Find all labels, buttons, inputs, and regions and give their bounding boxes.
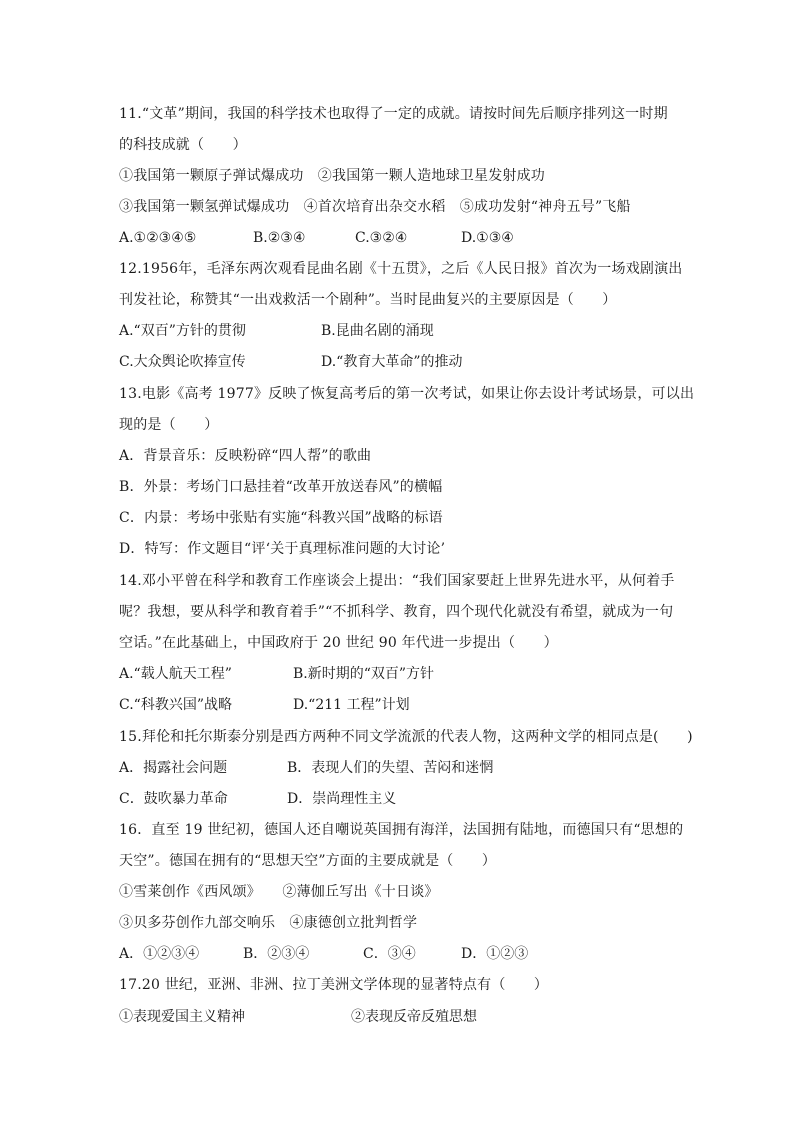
q14-option-c: C.“科教兴国”战略 — [119, 697, 232, 713]
q11-stem-line-2: 的科技成就（ ） — [119, 137, 247, 153]
q13-option-a: A．背景音乐：反映粉碎“四人帮”的歌曲 — [119, 448, 372, 464]
q12-option-c: C.大众舆论吹捧宣传 — [119, 354, 246, 370]
q16-option-a: A．①②③④ — [119, 946, 200, 962]
q16-stem-line-1: 16．直至 19 世纪初，德国人还自嘲说英国拥有海洋，法国拥有陆地，而德国只有“思想的 — [119, 822, 684, 838]
q13-option-c: C．内景：考场中张贴有实施“科教兴国”战略的标语 — [119, 510, 443, 526]
q11-option-c: C.③②④ — [355, 230, 408, 246]
q16-stem-line-2: 天空”。德国在拥有的“思想天空”方面的主要成就是（ ） — [119, 853, 497, 869]
q16-items-line-2: ③贝多芬创作九部交响乐 ④康德创立批判哲学 — [119, 915, 418, 931]
q17-item-1: ①表现爱国主义精神 — [119, 1009, 245, 1025]
q14-option-b: B.新时期的“双百”方针 — [293, 666, 435, 682]
q13-stem-line-1: 13.电影《高考 1977》反映了恢复高考后的第一次考试，如果让你去设计考试场景，可以出 — [119, 386, 695, 402]
q13-option-b: B．外景：考场门口悬挂着“改革开放送春风”的横幅 — [119, 479, 443, 495]
q15-option-a: A．揭露社会问题 — [119, 760, 228, 776]
q14-stem-line-3: 空话。”在此基础上，中国政府于 20 世纪 90 年代进一步提出（ ） — [119, 635, 558, 651]
q11-option-a: A.①②③④⑤ — [119, 230, 197, 246]
q12-stem-line-1: 12.1956年，毛泽东两次观看昆曲名剧《十五贯》，之后《人民日报》首次为一场戏剧演出 — [119, 261, 683, 277]
q16-items-line-1: ①雪莱创作《西风颂》 ②薄伽丘写出《十日谈》 — [119, 884, 439, 900]
q13-option-d: D．特写：作文题目“评‘关于真理标准问题的大讨论’ — [119, 541, 446, 557]
q14-option-a: A.“载人航天工程” — [119, 666, 232, 682]
q12-option-b: B.昆曲名剧的涌现 — [321, 323, 434, 339]
q11-items-line-1: ①我国第一颗原子弹试爆成功 ②我国第一颗人造地球卫星发射成功 — [119, 168, 545, 184]
q15-option-c: C．鼓吹暴力革命 — [119, 791, 228, 807]
q11-items-line-2: ③我国第一颗氢弹试爆成功 ④首次培育出杂交水稻 ⑤成功发射“神舟五号”飞船 — [119, 199, 631, 215]
q13-stem-line-2: 现的是（ ） — [119, 417, 219, 433]
q15-option-b: B．表现人们的失望、苦闷和迷惘 — [287, 760, 494, 776]
q14-stem-line-1: 14.邓小平曾在科学和教育工作座谈会上提出：“我们国家要赶上世界先进水平，从何着手 — [119, 573, 675, 589]
q14-option-d: D.“211 工程”计划 — [293, 697, 410, 713]
q15-option-d: D．崇尚理性主义 — [287, 791, 397, 807]
q11-option-b: B.②③④ — [253, 230, 306, 246]
q16-option-c: C．③④ — [363, 946, 416, 962]
q14-stem-line-2: 呢？我想，要从科学和教育着手”“不抓科学、教育，四个现代化就没有希望，就成为一句 — [119, 604, 674, 620]
q17-item-2: ②表现反帝反殖思想 — [351, 1009, 477, 1025]
q15-stem-line-1: 15.拜伦和托尔斯泰分别是西方两种不同文学流派的代表人物，这两种文学的相同点是( ) — [119, 729, 693, 745]
q11-option-d: D.①③④ — [461, 230, 514, 246]
q12-option-d: D.“教育大革命”的推动 — [321, 354, 463, 370]
q17-stem-line-1: 17.20 世纪，亚洲、非洲、拉丁美洲文学体现的显著特点有（ ） — [119, 977, 549, 993]
q12-option-a: A.“双百”方针的贯彻 — [119, 323, 246, 339]
q16-option-d: D．①②③ — [461, 946, 529, 962]
q11-stem-line-1: 11.“文革”期间，我国的科学技术也取得了一定的成就。请按时间先后顺序排列这一时期 — [119, 106, 668, 122]
q16-option-b: B．②③④ — [243, 946, 310, 962]
q12-stem-line-2: 刊发社论，称赞其“一出戏救活一个剧种”。当时昆曲复兴的主要原因是（ ） — [119, 292, 617, 308]
